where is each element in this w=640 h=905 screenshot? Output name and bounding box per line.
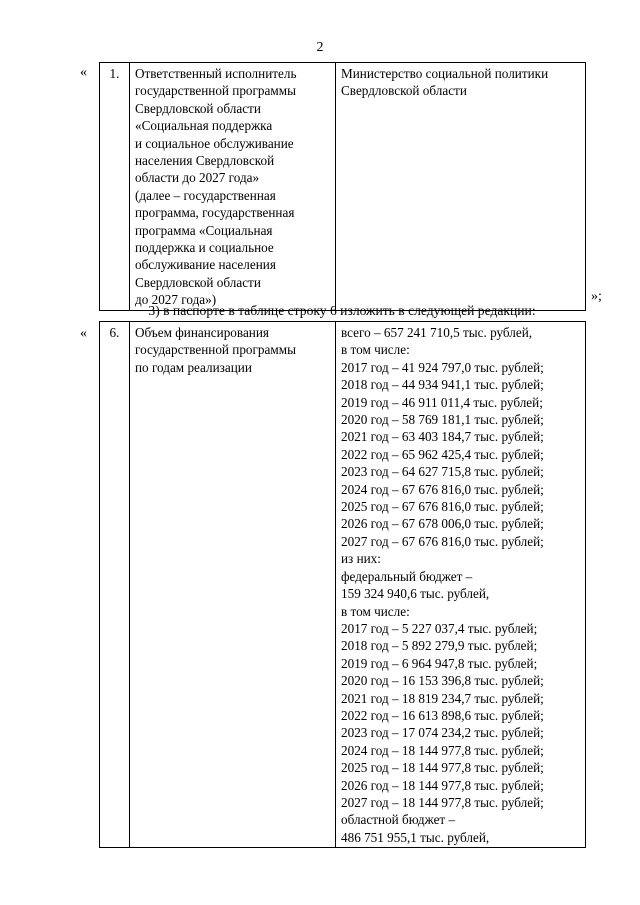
text-line: из них:	[341, 551, 381, 567]
text-line: 2019 год – 6 964 947,8 тыс. рублей;	[341, 655, 538, 671]
text-line: федеральный бюджет –	[341, 568, 473, 584]
opening-quote-2: «	[80, 326, 87, 341]
text-line: 2021 год – 18 819 234,7 тыс. рублей;	[341, 690, 544, 706]
passport-table-row-6	[99, 321, 586, 848]
cell-lines	[341, 324, 581, 846]
text-line: государственной программы	[135, 83, 296, 99]
text-line: 2027 год – 18 144 977,8 тыс. рублей;	[341, 794, 544, 810]
text-line: поддержка и социальное	[135, 240, 274, 256]
text-line: 159 324 940,6 тыс. рублей,	[341, 586, 490, 602]
text-line: 2024 год – 67 676 816,0 тыс. рублей;	[341, 481, 544, 497]
text-line: областной бюджет –	[341, 812, 456, 828]
text-line: 2021 год – 63 403 184,7 тыс. рублей;	[341, 429, 544, 445]
text-line: всего – 657 241 710,5 тыс. рублей,	[341, 325, 533, 340]
text-line: 2019 год – 46 911 011,4 тыс. рублей;	[341, 394, 543, 410]
text-line: 2018 год – 5 892 279,9 тыс. рублей;	[341, 638, 538, 654]
table-row	[100, 63, 586, 311]
text-line: Свердловской области	[135, 274, 261, 290]
text-line: «Социальная поддержка	[135, 118, 273, 134]
responsible-executor-label	[130, 63, 336, 311]
text-line: области до 2027 года»	[135, 170, 260, 186]
text-line: 2027 год – 67 676 816,0 тыс. рублей;	[341, 533, 544, 549]
text-line: 2018 год – 44 934 941,1 тыс. рублей;	[341, 377, 544, 393]
opening-quote-1: «	[80, 65, 87, 80]
text-line: в том числе:	[341, 603, 410, 619]
text-line: программа «Социальная	[135, 222, 273, 238]
text-line: Объем финансирования	[135, 325, 269, 340]
text-line: 2017 год – 41 924 797,0 тыс. рублей;	[341, 359, 544, 375]
text-line: 2020 год – 58 769 181,1 тыс. рублей;	[341, 412, 544, 428]
text-line: в том числе:	[341, 342, 410, 358]
page-number: 2	[316, 40, 324, 55]
amendment-text: 3) в паспорте в таблице строку 6 изложить в следующей редакции:	[148, 303, 536, 318]
text-line: 2026 год – 67 678 006,0 тыс. рублей;	[341, 516, 544, 532]
text-line: Министерство социальной политики	[341, 66, 549, 81]
text-line: 2025 год – 67 676 816,0 тыс. рублей;	[341, 499, 544, 515]
funding-label	[130, 322, 336, 848]
text-line: до 2027 года»)	[135, 292, 217, 308]
text-line: 2024 год – 18 144 977,8 тыс. рублей;	[341, 742, 544, 758]
text-line: 2025 год – 18 144 977,8 тыс. рублей;	[341, 760, 544, 776]
text-line: обслуживание населения	[135, 257, 276, 273]
text-line: по годам реализации	[135, 359, 252, 375]
closing-quote: »;	[591, 289, 602, 304]
cell-lines	[135, 65, 331, 309]
text-line: 2020 год – 16 153 396,8 тыс. рублей;	[341, 673, 544, 689]
text-line: 2023 год – 64 627 715,8 тыс. рублей;	[341, 464, 544, 480]
text-line: (далее – государственная	[135, 187, 276, 203]
text-line: 2023 год – 17 074 234,2 тыс. рублей;	[341, 725, 544, 741]
cell-lines	[135, 324, 331, 376]
text-line: 2022 год – 65 962 425,4 тыс. рублей;	[341, 446, 544, 462]
text-line: 2022 год – 16 613 898,6 тыс. рублей;	[341, 707, 544, 723]
text-line: 486 751 955,1 тыс. рублей,	[341, 829, 490, 845]
text-line: 2026 год – 18 144 977,8 тыс. рублей;	[341, 777, 544, 793]
funding-value	[336, 322, 586, 848]
table-row	[100, 322, 586, 848]
text-line: Свердловской области	[341, 83, 467, 99]
row-number: 6.	[100, 322, 130, 848]
responsible-executor-value	[336, 63, 586, 311]
text-line: Свердловской области	[135, 100, 261, 116]
text-line: Ответственный исполнитель	[135, 66, 297, 81]
text-line: 2017 год – 5 227 037,4 тыс. рублей;	[341, 620, 538, 636]
cell-lines	[341, 65, 581, 100]
text-line: государственной программы	[135, 342, 296, 358]
row-number: 1.	[100, 63, 130, 311]
text-line: программа, государственная	[135, 205, 295, 221]
text-line: населения Свердловской	[135, 153, 275, 169]
passport-table-row-1	[99, 62, 586, 311]
text-line: и социальное обслуживание	[135, 135, 294, 151]
